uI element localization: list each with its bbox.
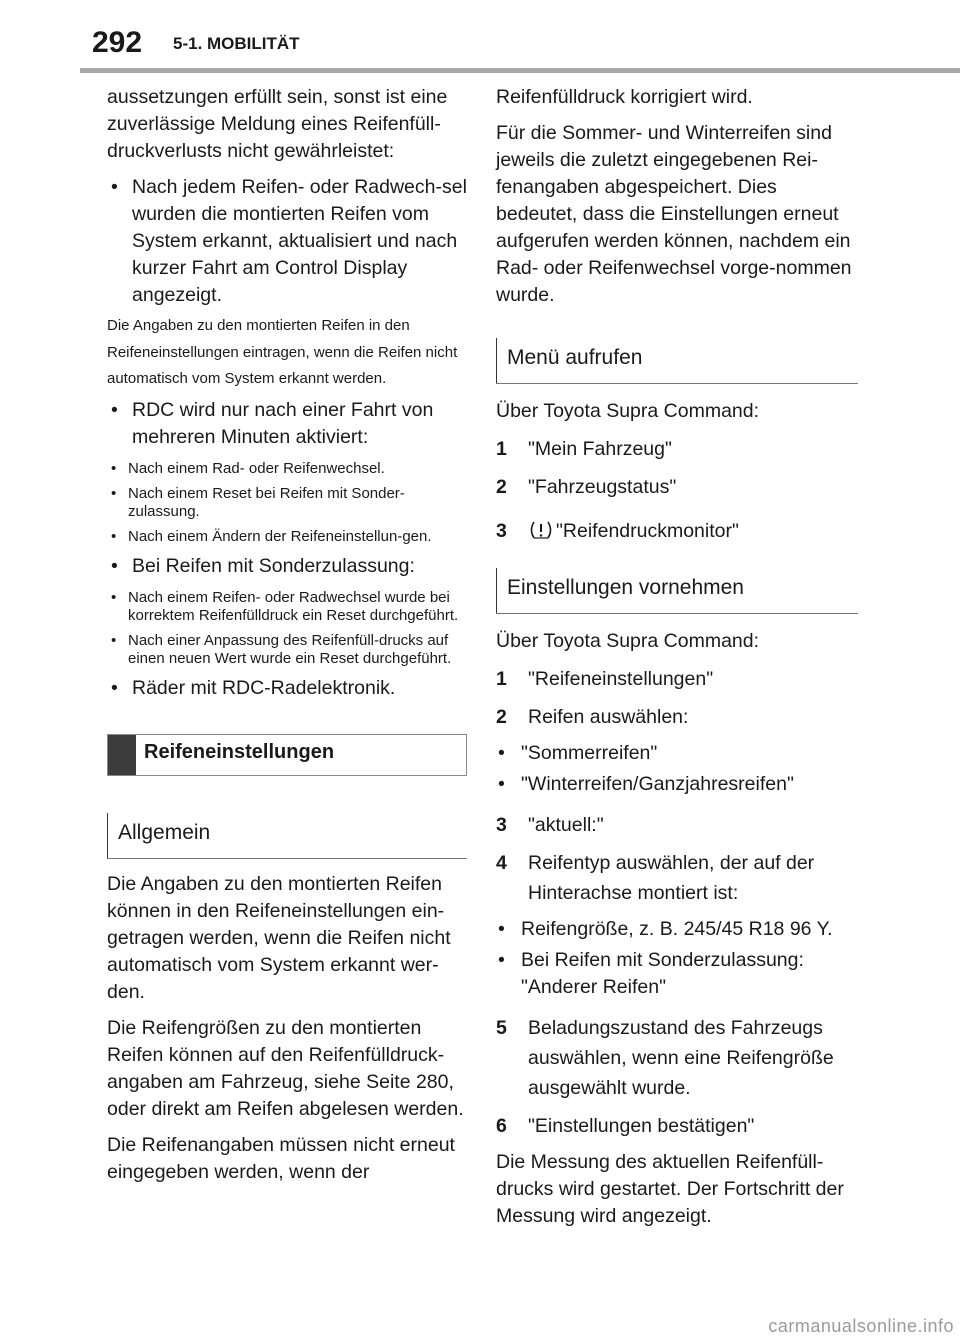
step-text: Beladungszustand des Fahrzeugs auswählen, wenn eine Reifengröße ausgewählt wurde. [528, 1017, 834, 1099]
step-text: "Reifendruckmonitor" [556, 520, 739, 542]
bullet-tire-detected: • Nach jedem Reifen- oder Radwech-sel wurden die montierten Reifen vom System erkannt, aktualisiert und nach kurzer Fahrt am Control Display angezeigt. [107, 174, 467, 309]
step [496, 702, 858, 732]
step-number: 2 [496, 706, 507, 728]
tire-pressure-warning-icon [528, 520, 554, 540]
step-text: Reifen auswählen: [528, 706, 689, 728]
step-number: 1 [496, 438, 507, 460]
step [496, 1111, 858, 1141]
step-text: "Reifeneinstellungen" [528, 668, 714, 690]
subheading-text: Allgemein [118, 820, 211, 844]
heading-reifeneinstellungen [107, 734, 467, 776]
step [496, 664, 858, 694]
paragraph: Über Toyota Supra Command: [496, 400, 760, 422]
step-text: "Einstellungen bestätigen" [528, 1115, 755, 1137]
page-header [0, 0, 960, 80]
subheading-text: Einstellungen vornehmen [507, 576, 744, 599]
step [496, 1013, 858, 1103]
step-number: 1 [496, 668, 507, 690]
step-text: Reifentyp auswählen, der auf der Hinterachse montiert ist: [528, 852, 815, 904]
step-text: "Mein Fahrzeug" [528, 438, 672, 460]
sub-bullet: • Nach einem Ändern der Reifeneinstellun-gen. [107, 528, 467, 546]
step [496, 434, 858, 464]
step [496, 810, 858, 840]
note-tire-settings: Die Angaben zu den montierten Reifen in den Reifeneinstellungen eintragen, wenn die Reifen nicht automatisch vom System erkannt werden. [107, 317, 458, 387]
option-bullet: • Bei Reifen mit Sonderzulassung: "Anderer Reifen" [496, 947, 858, 1001]
sub-bullet: • Nach einem Reifen- oder Radwechsel wurde bei korrektem Reifenfülldruck ein Reset durchgeführt. [107, 589, 467, 625]
watermark-logo: carmanualsonline.info [768, 1316, 954, 1336]
step-number: 3 [496, 814, 507, 836]
step-number: 5 [496, 1017, 507, 1039]
option-bullet: • Reifengröße, z. B. 245/45 R18 96 Y. [496, 916, 858, 943]
paragraph: Die Reifenangaben müssen nicht erneut eingegeben werden, wenn der [107, 1133, 455, 1183]
bullet-rdc-wheels: • Räder mit RDC-Radelektronik. [107, 675, 467, 702]
sub-bullet: • Nach einem Reset bei Reifen mit Sonder-zulassung. [107, 485, 467, 521]
subheading-menu [496, 338, 858, 384]
sub-bullet: • Nach einer Anpassung des Reifenfüll-drucks auf einen neuen Wert wurde ein Reset durchgeführt. [107, 632, 467, 668]
bullet-rdc-activation: • RDC wird nur nach einer Fahrt von mehreren Minuten aktiviert: [107, 397, 467, 451]
step-number: 6 [496, 1115, 507, 1137]
paragraph: Reifenfülldruck korrigiert wird. [496, 86, 753, 108]
header-divider [80, 68, 960, 73]
paragraph: Für die Sommer- und Winterreifen sind jeweils die zuletzt eingegebenen Rei-fenangaben abgespeichert. Dies bedeutet, dass die Einstellungen erneut aufgerufen werden können, nachdem ein Rad- oder Reifenwechsel vorge-nommen wurde. [496, 122, 852, 306]
sub-bullet: • Nach einem Rad- oder Reifenwechsel. [107, 460, 467, 478]
step-text: "aktuell:" [528, 814, 604, 836]
page-number: 292 [92, 26, 143, 59]
heading-text: Reifeneinstellungen [144, 740, 335, 763]
step-number: 2 [496, 476, 507, 498]
option-bullet: • "Sommerreifen" [496, 740, 858, 767]
option-bullet: • "Winterreifen/Ganzjahresreifen" [496, 771, 858, 798]
subheading-text: Menü aufrufen [507, 346, 643, 369]
subheading-settings [496, 568, 858, 614]
right-column [496, 84, 858, 1239]
step [496, 848, 858, 908]
bullet-special-approval: • Bei Reifen mit Sonderzulassung: [107, 553, 467, 580]
left-column [107, 84, 467, 1195]
paragraph: Die Messung des aktuellen Reifenfüll-drucks wird gestartet. Der Fortschritt der Messung wird angezeigt. [496, 1151, 844, 1227]
heading-bar [108, 735, 136, 775]
intro-paragraph: aussetzungen erfüllt sein, sonst ist eine zuverlässige Meldung eines Reifenfüll-druckverlusts nicht gewährleistet: [107, 86, 448, 162]
paragraph: Die Reifengrößen zu den montierten Reifen können auf den Reifenfülldruck-angaben am Fahrzeug, siehe Seite 280, oder direkt am Reifen abgelesen werden. [107, 1016, 464, 1120]
step-text: "Fahrzeugstatus" [528, 476, 677, 498]
subheading-allgemein [107, 813, 467, 859]
step-number: 3 [496, 520, 507, 542]
paragraph: Über Toyota Supra Command: [496, 630, 760, 652]
step [496, 516, 858, 546]
step [496, 472, 858, 502]
step-number: 4 [496, 852, 507, 874]
paragraph: Die Angaben zu den montierten Reifen können in den Reifeneinstellungen ein-getragen werden, wenn die Reifen nicht automatisch vom System erkannt wer-den. [107, 872, 451, 1003]
section-title: 5-1. MOBILITÄT [173, 34, 300, 53]
